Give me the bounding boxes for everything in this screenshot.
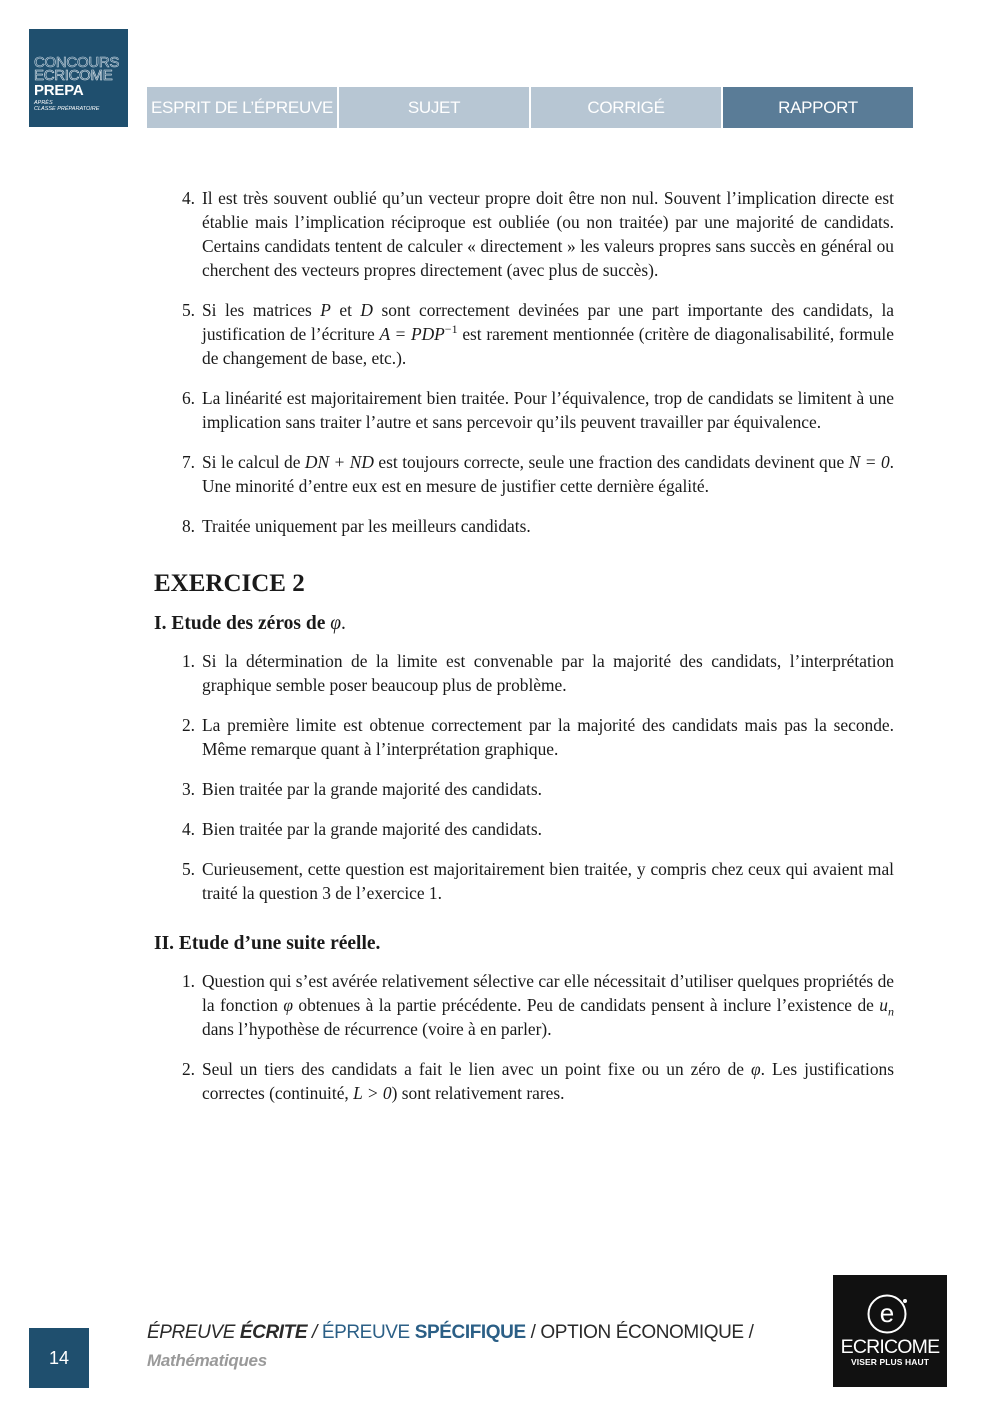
list-item [154,450,894,498]
brand-line-prepa: PREPA [34,82,84,99]
item-text: Question qui s’est avérée relativement sélective car elle nécessitait d’utiliser quelques propriétés de la fonction φ obtenues à la partie précédente. Peu de candidats pensent à inclure l’existence de $u_n$ dans l’hypothèse de récurrence (voire à en parler). [202,971,894,1039]
item-text: Curieusement, cette question est majoritairement bien traitée, y compris chez ceux qui avaient mal traité la question 3 de l’exercice 1. [202,859,894,903]
item-number: 8. [181,516,195,536]
logo-name: ECRICOME [840,1336,940,1358]
item-number: 1. [181,971,195,991]
item-text: Si le calcul de DN + ND est toujours correcte, seule une fraction des candidats devinent que N = 0. Une minorité d’entre eux est en mesure de justifier cette dernière égalité. [202,452,895,496]
list-item [154,514,894,538]
item-number: 2. [181,715,195,735]
tab-corrige[interactable]: CORRIGÉ [531,87,721,128]
section-title: II. Etude d’une suite réelle. [154,933,381,954]
document-tabs [147,87,915,128]
brand-line-classe: CLASSE PRÉPARATOIRE [34,106,100,112]
brand-logo-concours-ecricome-prepa [29,29,128,127]
item-text: Il est très souvent oublié qu’un vecteur propre doit être non nul. Souvent l’implication directe est établie mais l’implication réciproque est oubliée (ou non traitée) par une majorité de candidats. Certains candidats tentent de calculer « directement » les valeurs propres sans succès en général ou cherchent des vecteurs propres directement (avec plus de succès). [202,188,894,280]
list-item [154,857,894,905]
formula: N = 0 [848,452,890,472]
item-text: Bien traitée par la grande majorité des candidats. [202,779,542,799]
tab-esprit-epreuve[interactable]: ESPRIT DE L’ÉPREUVE [147,87,337,128]
list-item [154,298,894,370]
item-text: La première limite est obtenue correctement par la majorité des candidats mais pas la seconde. Même remarque quant à l’interprétation graphique. [202,715,894,759]
exercise1-continued [154,186,894,538]
list-item [154,649,894,697]
logo-tagline: VISER PLUS HAUT [850,1357,929,1367]
formula: A = PDP [379,324,445,344]
item-number: 4. [181,188,195,208]
footer-exam-type: ÉPREUVE ÉCRITE / ÉPREUVE SPÉCIFIQUE / OPTION ÉCONOMIQUE / [147,1322,754,1343]
list-item [154,1057,894,1105]
item-number: 5. [181,859,195,879]
tab-rapport[interactable]: RAPPORT [723,87,913,128]
item-number: 3. [181,779,195,799]
list-item [154,777,894,801]
brand-line-apres: APRÈS [34,100,53,106]
list-item [154,386,894,434]
footer-subject: Mathématiques [147,1351,267,1370]
item-number: 1. [181,651,195,671]
svg-text:e: e [879,1298,895,1328]
list-item [154,186,894,282]
tab-sujet[interactable]: SUJET [339,87,529,128]
item-number: 7. [181,452,195,472]
brand-line-concours: CONCOURS [34,54,120,71]
section-etude-suite [154,932,894,1105]
section-etude-zeros [154,612,894,905]
ecricome-e-icon [866,1292,914,1336]
item-text: Si la détermination de la limite est convenable par la majorité des candidats, l’interprétation graphique semble poser beaucoup plus de problème. [202,651,894,695]
list-item [154,969,894,1041]
item-text: Bien traitée par la grande majorité des candidats. [202,819,542,839]
page-number: 14 [29,1328,89,1388]
list-item [154,713,894,761]
report-body [154,186,894,1105]
item-text: La linéarité est majoritairement bien traitée. Pour l’équivalence, trop de candidats se limitent à une implication sans traiter l’autre et sans percevoir qu’ils peuvent travailler par équivalence. [202,388,894,432]
exercise-title: EXERCICE 2 [154,570,305,597]
item-text: Seul un tiers des candidats a fait le lien avec un point fixe ou un zéro de φ. Les justifications correctes (continuité, L > 0) sont relativement rares. [202,1059,895,1103]
item-number: 2. [181,1059,195,1079]
formula: DN + ND [304,452,374,472]
list-item [154,817,894,841]
item-number: 4. [181,819,195,839]
formula: L > 0 [353,1083,392,1103]
item-number: 5. [181,300,195,320]
section-title: I. Etude des zéros de φ. [154,613,346,634]
item-text: Si les matrices P et D sont correctement devinées par une part importante des candidats, la justification de l’écriture $A = PDP^{-1}$ est rarement mentionnée (critère de diagonalisabilité, formule de changement de base, etc.). [202,300,895,368]
ecricome-logo [833,1275,947,1387]
brand-line-ecricome: ECRICOME [34,67,113,84]
item-number: 6. [181,388,195,408]
item-text: Traitée uniquement par les meilleurs candidats. [202,516,531,536]
